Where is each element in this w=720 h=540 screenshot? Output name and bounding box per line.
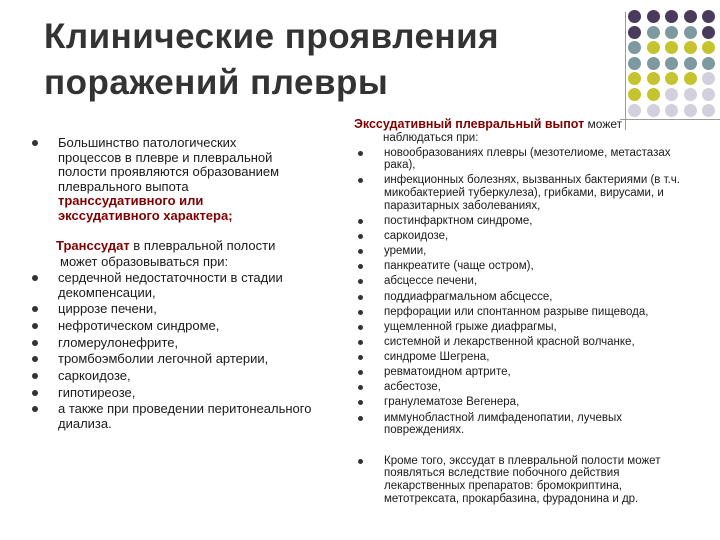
decor-dot [647, 57, 660, 70]
bullet-icon [358, 279, 363, 284]
decor-dot [665, 41, 678, 54]
list-item-text: а также при проведении перитонеального диализа. [58, 401, 312, 431]
title-line-1: Клинические проявления [44, 17, 500, 56]
bullet-icon [32, 140, 38, 146]
list-item [352, 147, 700, 172]
bullet-icon [32, 340, 38, 346]
bullet-icon [358, 234, 363, 239]
bullet-icon [32, 373, 38, 379]
decor-dot [647, 26, 660, 39]
list-item-text: ущемленной грыже диафрагмы, [384, 320, 557, 333]
list-item-text: сердечной недостаточности в стадии декомпенсации, [58, 270, 283, 300]
bullet-icon [358, 385, 363, 390]
list-item [352, 230, 700, 243]
list-item-text: нефротическом синдроме, [58, 317, 220, 333]
decor-dot [665, 104, 678, 117]
decor-vertical-line [625, 12, 626, 130]
list-item-text: иммунобластной лимфаденопатии, лучевых повреждениях. [384, 411, 623, 437]
slide-title [44, 14, 604, 106]
list-item-text: поддиафрагмальном абсцессе, [384, 290, 553, 303]
decor-dot [665, 10, 678, 23]
list-item-text: инфекционных болезнях, вызванных бактериями (в т.ч. микобактерией туберкулеза), грибками, вирусами, и паразитарных заболеваниях, [384, 174, 680, 212]
decor-dot [647, 104, 660, 117]
bullet-icon [32, 390, 38, 396]
decor-dot [684, 10, 697, 23]
list-item [352, 351, 700, 364]
bullet-icon [32, 356, 38, 362]
transudate-heading-rest: в плевральной полости [129, 238, 276, 253]
list-item [352, 321, 700, 334]
list-item-text: гипотиреозе, [58, 384, 136, 400]
decor-dot [684, 104, 697, 117]
bullet-icon [358, 178, 363, 183]
list-item [352, 381, 700, 394]
bullet-icon [358, 459, 363, 464]
transudate-subheading: может образовываться при: [60, 253, 229, 269]
list-item-text: системной и лекарственной красной волчанке, [384, 335, 635, 348]
decor-dot [684, 72, 697, 85]
bullet-icon [32, 275, 38, 281]
list-item [352, 396, 700, 409]
list-item-text: асбестозе, [384, 381, 441, 394]
list-item-text: гранулематозе Вегенера, [384, 396, 520, 409]
list-item [352, 260, 700, 273]
intro-text [58, 136, 342, 223]
list-item-text: панкреатите (чаще остром), [384, 260, 534, 273]
list-item [352, 215, 700, 228]
decor-dot [647, 41, 660, 54]
bullet-icon [358, 264, 363, 269]
list-item [352, 291, 700, 304]
decor-dot [665, 88, 678, 101]
intro-line: процессов в плевре и плевральной [58, 149, 273, 165]
bullet-icon [358, 325, 363, 330]
list-item-text: саркоидозе, [58, 367, 131, 383]
list-item [30, 302, 342, 317]
decor-dot [684, 41, 697, 54]
intro-line: полости проявляются образованием [58, 164, 280, 179]
decor-dot [702, 10, 715, 23]
decor-dot [665, 57, 678, 70]
left-column [30, 136, 342, 434]
list-item [352, 306, 700, 319]
decor-dot [628, 57, 641, 70]
list-item-text: перфорации или спонтанном разрыве пищевода, [384, 305, 649, 318]
list-item [352, 174, 700, 212]
list-item [352, 275, 700, 288]
transudate-word: Транссудат [56, 238, 130, 253]
decor-dot [684, 88, 697, 101]
bullet-icon [358, 370, 363, 375]
list-item-text: постинфарктном синдроме, [384, 214, 533, 227]
list-item-text: новообразованиях плевры (мезотелиоме, метастазах рака), [384, 146, 671, 172]
decor-dot [628, 10, 641, 23]
bullet-icon [358, 340, 363, 345]
list-item [30, 319, 342, 334]
list-item [30, 336, 342, 351]
intro-bold-line: экссудативного характера; [58, 207, 233, 223]
list-item [352, 366, 700, 379]
exudate-heading [354, 118, 700, 132]
list-item-text: саркоидозе, [384, 229, 449, 242]
bullet-icon [358, 249, 363, 254]
exudate-note: Кроме того, экссудат в плевральной полости может появляться вследствие побочного действия лекарственных препаратов: бромокриптина, метотрексата, прокарбазина, фурадонина и др. [384, 454, 661, 505]
decor-dot [684, 26, 697, 39]
decor-dot [702, 41, 715, 54]
bullet-icon [358, 295, 363, 300]
decor-dot [702, 104, 715, 117]
decor-dot [665, 72, 678, 85]
list-item [30, 369, 342, 384]
decor-dot [647, 88, 660, 101]
bullet-icon [358, 400, 363, 405]
decor-dot-grid [628, 10, 720, 120]
bullet-icon [358, 416, 363, 421]
decor-dot [628, 26, 641, 39]
exudate-word: Экссудативный плевральный выпот [354, 117, 585, 131]
list-item-text: абсцессе печени, [384, 275, 478, 288]
exudate-note-bullet [352, 455, 700, 505]
title-line-2: поражений плевры [44, 63, 389, 102]
list-item-text: синдроме Шегрена, [384, 351, 490, 364]
bullet-icon [358, 151, 363, 156]
transudate-heading [56, 239, 342, 254]
list-item [352, 412, 700, 437]
exudate-heading-rest: может [584, 117, 623, 131]
decor-dot [628, 104, 641, 117]
list-item [30, 402, 342, 431]
list-item [30, 386, 342, 401]
intro-bullet [30, 136, 342, 223]
intro-bold-line: транссудативного или [58, 193, 204, 208]
decor-dot [628, 72, 641, 85]
bullet-icon [358, 355, 363, 360]
list-item-text: ревматоидном артрите, [384, 366, 511, 379]
bullet-icon [358, 310, 363, 315]
bullet-icon [32, 306, 38, 312]
exudate-subheading: наблюдаться при: [383, 131, 479, 144]
list-item [352, 245, 700, 258]
decor-dot [647, 72, 660, 85]
decor-dot [647, 10, 660, 23]
bullet-icon [32, 323, 38, 329]
list-item [30, 352, 342, 367]
decor-dot [702, 88, 715, 101]
list-item [352, 336, 700, 349]
bullet-icon [32, 406, 38, 412]
list-item-text: гломерулонефрите, [58, 334, 179, 350]
decor-dot [702, 26, 715, 39]
transudate-list [30, 271, 342, 431]
list-item-text: циррозе печени, [58, 301, 157, 317]
exudate-list [352, 147, 700, 437]
decor-dot [628, 88, 641, 101]
decor-dot [628, 41, 641, 54]
decor-dot [702, 57, 715, 70]
list-item-text: уремии, [384, 245, 427, 258]
list-item [30, 271, 342, 300]
intro-line: плеврального выпота [58, 178, 189, 194]
bullet-icon [358, 219, 363, 224]
right-column [352, 118, 700, 505]
list-item-text: тромбоэмболии легочной артерии, [58, 351, 269, 367]
decor-dot [665, 26, 678, 39]
decor-dot [684, 57, 697, 70]
decor-dot [702, 72, 715, 85]
intro-line: Большинство патологических [58, 135, 237, 150]
